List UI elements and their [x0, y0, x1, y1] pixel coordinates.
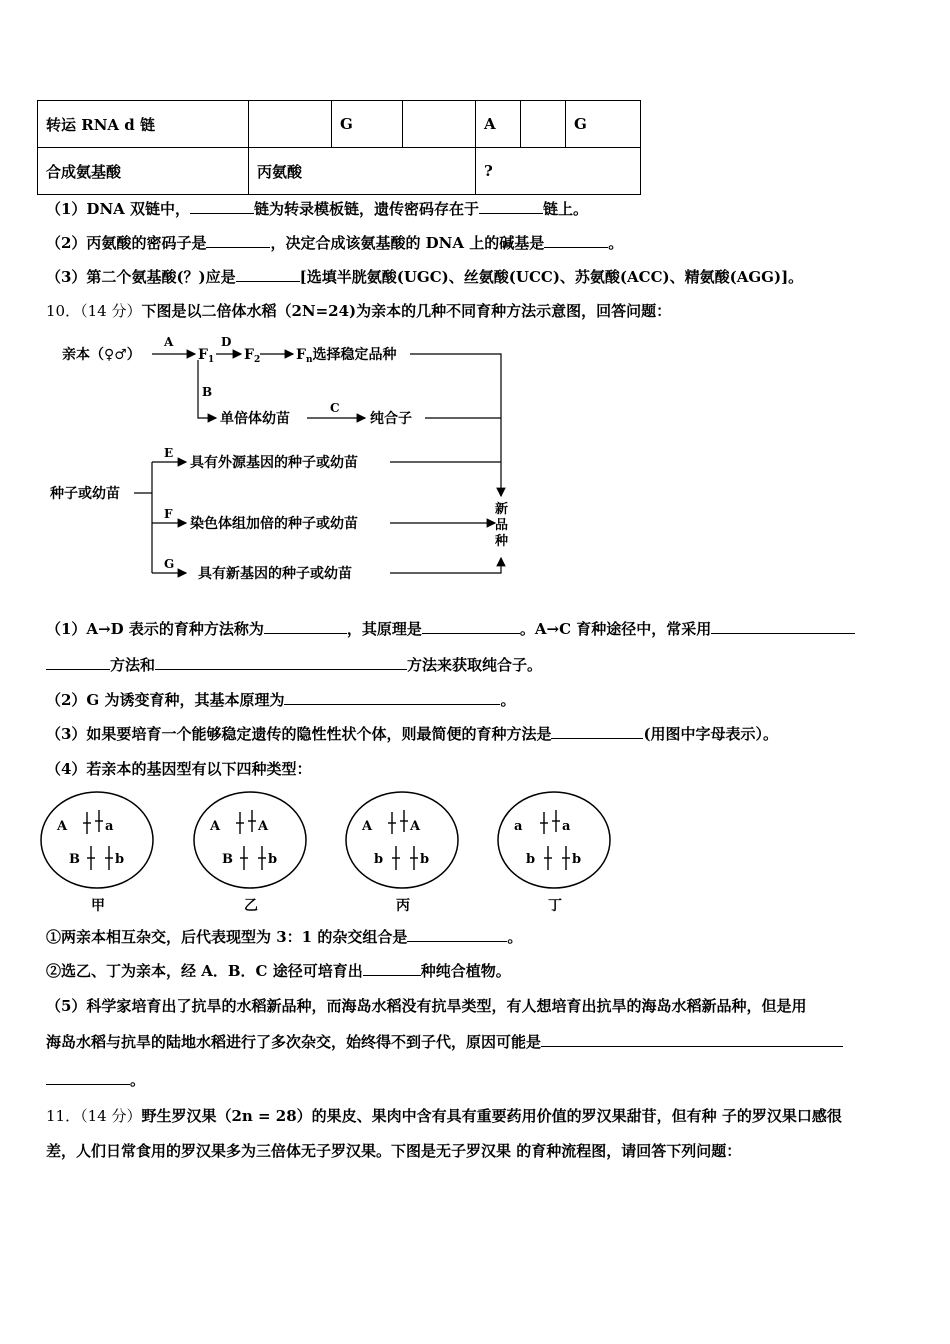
- breeding-diagram: [40, 330, 520, 590]
- allele-label: A: [57, 819, 68, 834]
- label-d: D: [221, 335, 232, 349]
- genotype-cells: [40, 790, 630, 918]
- g-text: 具有新基因的种子或幼苗: [198, 566, 352, 582]
- new-variety-char: 种: [495, 534, 509, 549]
- text: （5）科学家培育出了抗旱的水稻新品种，而海岛水稻没有抗旱类型，有人想培育出抗旱的海岛水稻新品种，但是用: [46, 997, 807, 1015]
- cell-outline: [498, 792, 610, 888]
- allele-label: a: [514, 819, 523, 834]
- e-text: 具有外源基因的种子或幼苗: [190, 455, 358, 471]
- cell-name: 丙: [396, 898, 410, 914]
- new-variety-char: 新: [495, 502, 509, 517]
- label-e: E: [164, 446, 174, 460]
- table-cell: A: [476, 101, 521, 148]
- q10-part5: [46, 996, 806, 1016]
- table-cell: 转运 RNA d 链: [38, 101, 249, 148]
- allele-label: A: [210, 819, 221, 834]
- q10-part1: [46, 619, 855, 639]
- text: 方法和: [110, 656, 156, 674]
- text: 链为转录模板链，遗传密码存在于: [254, 200, 480, 218]
- table-row: [38, 101, 641, 148]
- text: 。A→C 育种途径中，常采用: [519, 620, 712, 638]
- q10-part5-end: [46, 1070, 145, 1090]
- pure-label: 纯合子: [370, 411, 412, 427]
- allele-label: B: [69, 852, 80, 867]
- question-number: 11．（14 分）: [46, 1107, 142, 1125]
- new-variety-char: 品: [495, 518, 509, 533]
- answer-blank[interactable]: [190, 199, 254, 214]
- answer-blank[interactable]: [551, 724, 643, 739]
- q10-stem: [46, 301, 671, 321]
- table-cell: [249, 101, 332, 148]
- label-f: F: [164, 507, 173, 521]
- f1-label: $F_1$: [198, 347, 215, 365]
- allele-label: b: [115, 852, 125, 867]
- q11-stem: [46, 1106, 842, 1126]
- label-c: C: [330, 401, 340, 415]
- table-cell: [521, 101, 566, 148]
- text: 方法来获取纯合子。: [407, 656, 543, 674]
- answer-blank[interactable]: [46, 1070, 130, 1085]
- table-cell: G: [332, 101, 403, 148]
- table-cell: ?: [476, 148, 641, 195]
- text: ①两亲本相互杂交，后代表现型为 3：1 的杂交组合是: [46, 928, 408, 946]
- q10-part4: [46, 759, 311, 779]
- codon-table: [37, 100, 641, 195]
- table-cell: 合成氨基酸: [38, 148, 249, 195]
- allele-label: b: [420, 852, 430, 867]
- answer-blank[interactable]: [363, 961, 421, 976]
- allele-label: b: [526, 852, 536, 867]
- q10-part3: [46, 724, 778, 744]
- text: （3）如果要培育一个能够稳定遗传的隐性性状个体，则最简便的育种方法是: [46, 725, 552, 743]
- connector-g: [390, 558, 501, 573]
- label-b: B: [202, 385, 213, 399]
- haploid-label: 单倍体幼苗: [220, 411, 290, 427]
- f2-label: $F_2$: [244, 347, 261, 365]
- question-number: 10．（14 分）: [46, 302, 142, 320]
- q10-part2: [46, 690, 516, 710]
- cell-name: 甲: [91, 898, 105, 914]
- allele-label: a: [562, 819, 571, 834]
- text: （3）第二个氨基酸(？)应是: [46, 268, 236, 286]
- cell-name: 丁: [548, 898, 562, 914]
- table-cell: 丙氨酸: [249, 148, 476, 195]
- text: 。: [608, 234, 624, 252]
- question-text: 野生罗汉果（2n = 28）的果皮、果肉中含有具有重要药用价值的罗汉果甜苷，但有种 子的罗汉果口感很: [141, 1107, 842, 1125]
- q11-stem-cont: [46, 1141, 741, 1161]
- table-cell: G: [566, 101, 641, 148]
- text: （2）G 为诱变育种，其基本原理为: [46, 691, 285, 709]
- seed-label: 种子或幼苗: [50, 486, 120, 502]
- answer-blank[interactable]: [236, 267, 300, 282]
- fn-label: $F_n$选择稳定品种: [296, 347, 397, 365]
- answer-blank[interactable]: [155, 655, 407, 670]
- text: ②选乙、丁为亲本，经 A．B．C 途径可培育出: [46, 962, 363, 980]
- allele-label: b: [374, 852, 384, 867]
- question-text: 差，人们日常食用的罗汉果多为三倍体无子罗汉果。下图是无子罗汉果 的育种流程图，请回答下列问题：: [46, 1142, 742, 1160]
- answer-blank[interactable]: [407, 927, 507, 942]
- allele-label: b: [268, 852, 278, 867]
- text: （1）A→D 表示的育种方法称为: [46, 620, 264, 638]
- connector-fn: [410, 354, 501, 496]
- allele-label: B: [222, 852, 233, 867]
- text: 。: [130, 1071, 146, 1089]
- cell-name: 乙: [244, 898, 258, 914]
- text: 链上。: [543, 200, 589, 218]
- q10-cross1: [46, 927, 522, 947]
- text: (用图中字母表示）。: [643, 725, 779, 743]
- allele-label: a: [105, 819, 114, 834]
- text: ，其原理是: [346, 620, 422, 638]
- q9-part1: [46, 199, 588, 219]
- text: 种纯合植物。: [420, 962, 511, 980]
- answer-blank[interactable]: [541, 1032, 843, 1047]
- text: （1）DNA 双链中，: [46, 200, 191, 218]
- q9-part2: [46, 233, 623, 253]
- answer-blank[interactable]: [711, 619, 855, 634]
- label-a: A: [164, 335, 174, 349]
- text: 。: [507, 928, 523, 946]
- label-g: G: [164, 557, 175, 571]
- q10-part5-cont: [46, 1032, 843, 1052]
- q10-cross2: [46, 961, 511, 981]
- parent-label: 亲本（♀♂）: [62, 347, 141, 363]
- cell-outline: [346, 792, 458, 888]
- answer-blank[interactable]: [422, 619, 520, 634]
- q10-part1-cont: [46, 655, 542, 675]
- answer-blank[interactable]: [206, 233, 270, 248]
- table-row: [38, 148, 641, 195]
- answer-blank[interactable]: [264, 619, 347, 634]
- question-text: 下图是以二倍体水稻（2N=24)为亲本的几种不同育种方法示意图，回答问题：: [141, 302, 672, 320]
- answer-blank[interactable]: [544, 233, 608, 248]
- answer-blank[interactable]: [46, 655, 110, 670]
- f-text: 染色体组加倍的种子或幼苗: [190, 516, 358, 532]
- text: [选填半胱氨酸(UGC)、丝氨酸(UCC)、苏氨酸(ACC)、精氨酸(AGG)]。: [299, 268, 804, 286]
- text: 。: [500, 691, 516, 709]
- allele-label: A: [362, 819, 373, 834]
- text: 海岛水稻与抗旱的陆地水稻进行了多次杂交，始终得不到子代，原因可能是: [46, 1033, 542, 1051]
- text: ，决定合成该氨基酸的 DNA 上的碱基是: [270, 234, 545, 252]
- answer-blank[interactable]: [284, 690, 500, 705]
- allele-label: A: [258, 819, 269, 834]
- answer-blank[interactable]: [479, 199, 543, 214]
- text: （4）若亲本的基因型有以下四种类型：: [46, 760, 312, 778]
- allele-label: b: [572, 852, 582, 867]
- table-cell: [403, 101, 476, 148]
- cell-outline: [194, 792, 306, 888]
- cell-outline: [41, 792, 153, 888]
- text: （2）丙氨酸的密码子是: [46, 234, 207, 252]
- allele-label: A: [410, 819, 421, 834]
- q9-part3: [46, 267, 803, 287]
